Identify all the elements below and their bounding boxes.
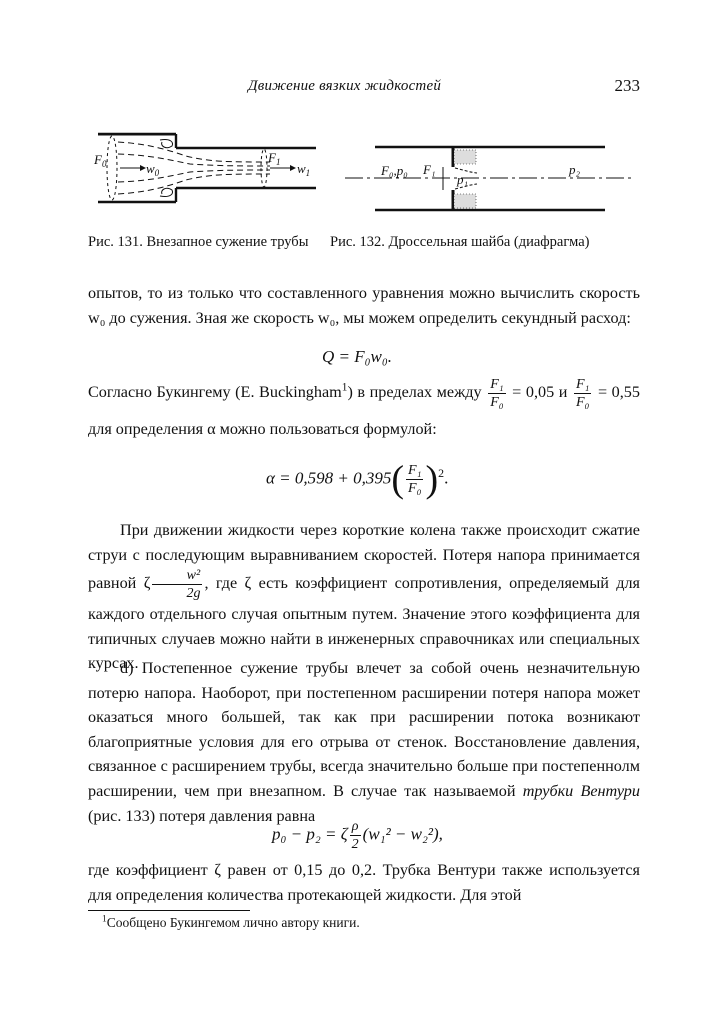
fraction-f1-f0: $\frac{\text{F₁}}{\text{F₀}}$ xyxy=(490,376,504,410)
footnote-mark: 1 xyxy=(102,914,107,925)
fig131-label-f1: $F_1$ xyxy=(268,150,281,167)
body-paragraph: где коэффициент ζ равен от 0,15 до 0,2. Трубка Вентури также используется для определения количества протекающей жидкости. Для этой xyxy=(88,861,640,904)
fig132-label-f0p0: F₀,p₀ xyxy=(381,163,408,178)
footnote-ref: 1 xyxy=(341,381,348,394)
body-paragraph: Согласно Букингему (E. Buckingham$^1$) в пределах между $\frac{\text{F₁}}{\text{F₀}}$ = 0,05 и $\frac{\text{F₁}}{\text{F₀}}$ = 0,55 для определения α можно пользоваться формулой: xyxy=(88,376,640,438)
fraction-w2-2g: $\frac{\text{w²}}{2g}$ xyxy=(152,567,202,602)
figure-131 xyxy=(90,128,330,210)
fig132-label-p2: p₂ xyxy=(569,162,581,177)
fig132-label-p1: p₁ xyxy=(457,172,469,187)
running-title: Движение вязких жидкостей xyxy=(248,78,442,94)
fig132-label-f1: F₁ xyxy=(423,162,436,177)
fig131-streamline xyxy=(118,174,270,194)
fig131-label-w0: $w_0$ xyxy=(146,161,160,178)
fraction-f1-f0: $\frac{\text{F₁}}{\text{F₀}}$ xyxy=(575,376,590,410)
fig131-eddy xyxy=(160,188,173,196)
footnote-rule xyxy=(88,910,250,911)
body-paragraph: При движении жидкости через короткие колена также происходит сжатие струи с последующим выравниванием скоростей. Потеря напора принимается равной ζ $\frac{\text{w²}}{2g}$ , где ζ есть коэффициент сопротивления, определяемый для каждого отдельного случая опытным путем. Значение этого коэффициента для типичных случаев можно найти в инженерных справочниках или специальных курсах. xyxy=(88,521,640,673)
page-number: 233 xyxy=(614,76,640,95)
formula-alpha: α = 0,598 + 0,395( $\frac{\text{F₁}}{\text{F₀}}$ )$^2$. xyxy=(266,458,449,501)
figure-131-caption: Рис. 131. Внезапное сужение трубы xyxy=(88,234,309,250)
body-paragraph: d) Постепенное сужение трубы влечет за собой очень незначительную потерю напора. Наоборот, при постепенном расширении потеря напора может оказаться много большей, так как при расширении потока возникают благоприятные условия для его отрыва от стенок. Восстановление давления, связанное с расширением трубы, всегда значительно больше при постепеннолм расширении, чем при внезапном. В случае так называемой трубки Вентури (рис. 133) потеря давления равна xyxy=(88,659,640,825)
figure-132 xyxy=(345,140,635,216)
figure-132-caption: Рис. 132. Дроссельная шайба (диафрагма) xyxy=(330,234,590,250)
fig131-section-0 xyxy=(107,136,117,200)
body-paragraph: опытов, то из только что составленного уравнения можно вычислить скорость w₀ до сужения. Зная же скорость w₀, мы можем определить секундный расход: xyxy=(88,284,640,327)
page-header xyxy=(88,76,640,100)
fig131-streamline xyxy=(118,142,270,162)
fig131-streamline xyxy=(118,170,270,182)
fig131-streamline xyxy=(118,154,270,166)
formula-pressure-loss: p₀ − p₂ = ζ $\frac{\rho}{2}$ (w₁² − w₂²), xyxy=(272,819,443,852)
fig132-eddy-zone xyxy=(454,194,476,208)
fig131-section-1 xyxy=(261,149,267,187)
formula-flow-rate: Q = F₀w₀. xyxy=(322,347,393,366)
fig132-eddy-zone xyxy=(454,150,476,164)
fig131-label-f0: $F_0$ xyxy=(94,152,107,169)
footnote: $^1$Сообщено Букингемом лично автору книги. xyxy=(102,914,360,930)
emphasis-venturi: трубки Вентури xyxy=(522,781,640,800)
fig131-label-w1: $w_1$ xyxy=(297,161,311,178)
fig131-eddy xyxy=(160,139,173,147)
